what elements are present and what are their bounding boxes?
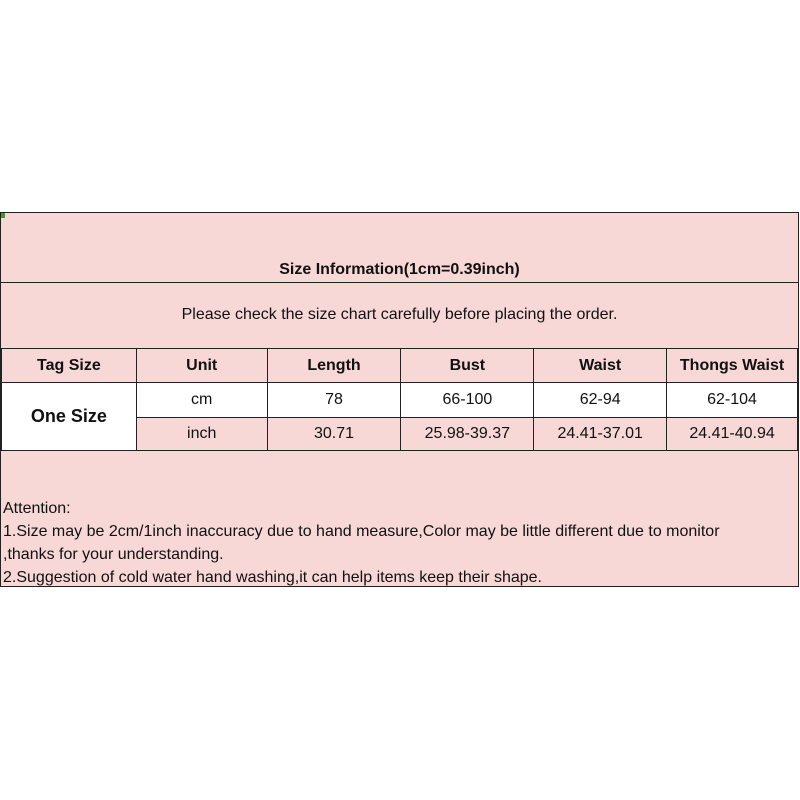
unit-cell: cm: [136, 383, 267, 418]
unit-cell: inch: [136, 418, 267, 451]
attention-line-2: 2.Suggestion of cold water hand washing,it can help items keep their shape.: [3, 569, 542, 586]
title-row: [1, 213, 798, 283]
size-table: [1, 348, 798, 451]
chart-title: Size Information(1cm=0.39inch): [279, 261, 520, 278]
header-waist: Waist: [534, 349, 667, 383]
thongs-waist-cell: 24.41-40.94: [667, 418, 798, 451]
waist-cell: 24.41-37.01: [534, 418, 667, 451]
thongs-waist-cell: 62-104: [667, 383, 798, 418]
table-header-row: [2, 349, 798, 383]
header-unit: Unit: [136, 349, 267, 383]
order-note: Please check the size chart carefully before placing the order.: [181, 306, 618, 323]
length-cell: 30.71: [267, 418, 401, 451]
attention-line-1-cont: ,thanks for your understanding.: [3, 546, 224, 563]
header-tag-size: Tag Size: [2, 349, 137, 383]
header-thongs-waist: Thongs Waist: [667, 349, 798, 383]
waist-cell: 62-94: [534, 383, 667, 418]
size-chart: [0, 212, 799, 587]
note-row: [1, 282, 798, 349]
attention-notes: [3, 497, 798, 589]
header-bust: Bust: [401, 349, 534, 383]
attention-heading: Attention:: [3, 500, 71, 517]
tag-size-cell: One Size: [2, 383, 137, 451]
bust-cell: 66-100: [401, 383, 534, 418]
length-cell: 78: [267, 383, 401, 418]
bust-cell: 25.98-39.37: [401, 418, 534, 451]
header-length: Length: [267, 349, 401, 383]
attention-line-1: 1.Size may be 2cm/1inch inaccuracy due to hand measure,Color may be little different due to monitor: [3, 523, 720, 540]
table-row: [2, 383, 798, 418]
